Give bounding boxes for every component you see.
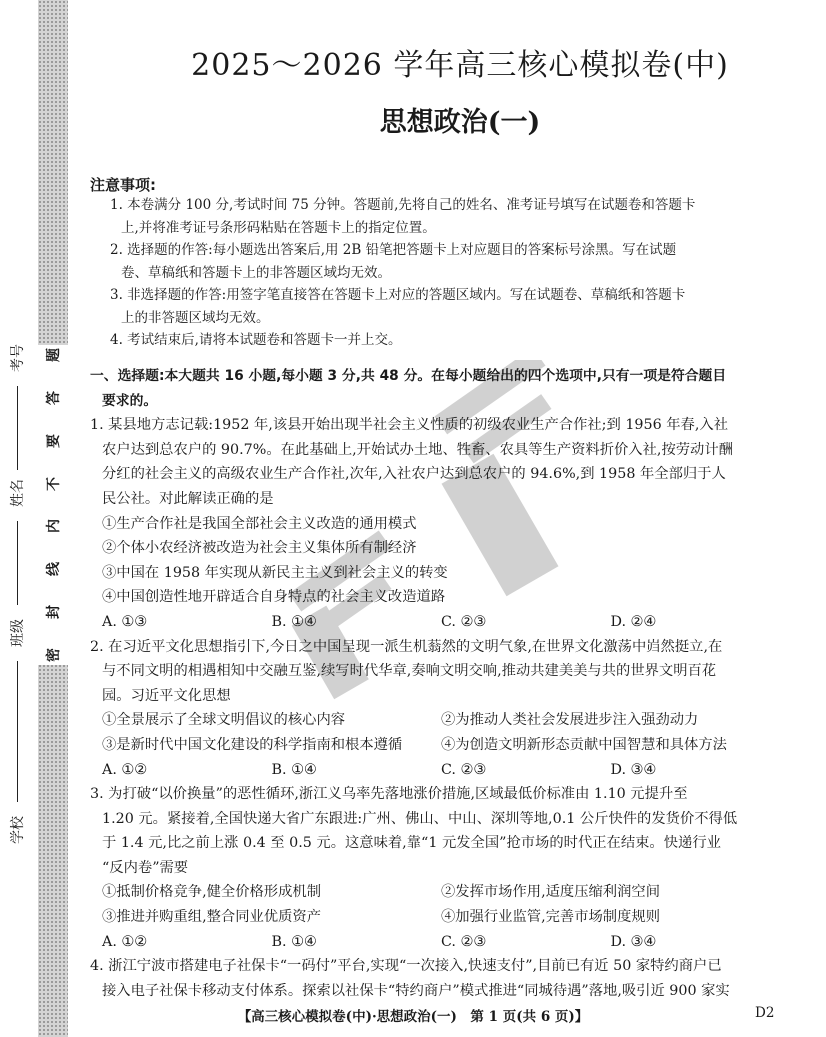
- notice-item: 1. 本卷满分 100 分,考试时间 75 分钟。答题前,先将自己的姓名、准考证号填写在试题卷和答题卡: [110, 197, 696, 213]
- question-1-statement: ③中国在 1958 年实现从新民主主义到社会主义的转变: [102, 564, 448, 581]
- option-a: A. ①②: [102, 761, 148, 778]
- question-2-statements: [90, 708, 780, 733]
- question-3-stem: 1.20 元。紧接着,全国快递大省广东跟进:广州、佛山、中山、深圳等地,0.1 公斤快件的发货价不得低: [102, 810, 738, 827]
- strip-char: 封: [46, 605, 62, 620]
- option-d: D. ②④: [610, 613, 657, 630]
- question-3-stem: 于 1.4 元,比之前上涨 0.4 至 0.5 元。这意味着,靠“1 元发全国”抢市场的时代正在结束。快递行业: [102, 835, 721, 852]
- statement: ①全景展示了全球文明倡议的核心内容: [102, 712, 346, 729]
- exam-number-label: 考号: [0, 340, 34, 470]
- notice-list: [110, 194, 775, 352]
- strip-char: 要: [46, 433, 62, 448]
- notice-item: 2. 选择题的作答:每小题选出答案后,用 2B 铅笔把答题卡上对应题目的答案标号涂黑。写在试题: [110, 242, 677, 258]
- option-c: C. ②③: [441, 933, 487, 950]
- statement: ③是新时代中国文化建设的科学指南和根本遵循: [102, 736, 403, 753]
- notice-item: 4. 考试结束后,请将本试题卷和答题卡一并上交。: [110, 332, 402, 348]
- class-label: 班级: [0, 615, 34, 745]
- notice-item-cont: 上,并将准考证号条形码粘贴在答题卡上的指定位置。: [121, 219, 436, 236]
- statement: ②为推动人类社会发展进步注入强劲动力: [441, 712, 699, 729]
- strip-char: 线: [46, 562, 62, 577]
- strip-char: 答: [46, 390, 62, 405]
- option-c: C. ②③: [441, 613, 487, 630]
- question-1-statement: ②个体小农经济被改造为社会主义集体所有制经济: [102, 540, 417, 557]
- strip-char: 题: [46, 348, 62, 362]
- question-1-stem: 农户达到总农户的 90.7%。在此基础上,开始试办土地、牲畜、农具等生产资料折价入社,按劳动计酬: [102, 441, 733, 458]
- question-3-stem: 3. 为打破“以价换量”的恶性循环,浙江义乌率先落地涨价措施,区域最低价标准由 1.10 元提升至: [90, 786, 688, 803]
- binding-strip-text: [38, 345, 68, 665]
- option-c: C. ②③: [441, 761, 487, 778]
- question-1-options: [90, 610, 780, 635]
- question-2-stem: 与不同文明的相遇相知中交融互鉴,续写时代华章,奏响文明交响,推动共建美美与共的世界文明百花: [102, 663, 717, 680]
- option-a: A. ①②: [102, 933, 148, 950]
- questions-area: [90, 364, 780, 1003]
- notice-item-cont: 卷、草稿纸和答题卡上的非答题区域均无效。: [121, 264, 391, 281]
- option-d: D. ③④: [610, 761, 657, 778]
- footer-text: 【高三核心模拟卷(中)·思想政治(一) 第 1 页(共 6 页)】: [237, 1009, 589, 1025]
- subject-title: 思想政治(一): [379, 107, 541, 138]
- option-d: D. ③④: [610, 933, 657, 950]
- question-3-options: [90, 930, 780, 955]
- statement: ④加强行业监管,完善市场制度规则: [441, 909, 660, 926]
- section-heading-cont: 要求的。: [102, 392, 158, 409]
- name-label: 姓名: [0, 475, 34, 605]
- option-b: B. ①④: [271, 933, 317, 950]
- strip-char: 内: [46, 519, 62, 534]
- question-1-stem: 民公社。对此解读正确的是: [102, 490, 274, 507]
- exam-title: 2025～2026 学年高三核心模拟卷(中): [191, 48, 729, 83]
- question-3-statements: [90, 905, 780, 930]
- strip-char: 不: [46, 476, 62, 491]
- question-1-statement: ①生产合作社是我国全部社会主义改造的通用模式: [102, 515, 417, 532]
- question-1-statement: ④中国创造性地开辟适合自身特点的社会主义改造道路: [102, 589, 446, 606]
- question-2-options: [90, 758, 780, 783]
- question-2-stem: 2. 在习近平文化思想指引下,今日之中国呈现一派生机蓊然的文明气象,在世界文化激荡中岿然挺立,在: [90, 638, 723, 655]
- option-a: A. ①③: [102, 613, 148, 630]
- statement: ③推进并购重组,整合同业优质资产: [102, 909, 321, 926]
- notice-heading: 注意事项:: [90, 176, 156, 194]
- question-3-statements: [90, 880, 780, 905]
- statement: ①抵制价格竞争,健全价格形成机制: [102, 884, 321, 901]
- question-1-stem: 分红的社会主义的高级农业生产合作社,次年,入社农户达到总农户的 94.6%,到 1958 年全部归于人: [102, 466, 726, 483]
- question-4-stem: 4. 浙江宁波市搭建电子社保卡“一码付”平台,实现“一次接入,快速支付”,目前已有近 50 家特约商户已: [90, 958, 722, 975]
- school-label: 学校: [0, 720, 34, 850]
- question-3-stem: “反内卷”需要: [102, 859, 189, 876]
- section-heading: 一、选择题:本大题共 16 小题,每小题 3 分,共 48 分。在每小题给出的四个选项中,只有一项是符合题目: [90, 368, 727, 384]
- statement: ②发挥市场作用,适度压缩利润空间: [441, 884, 660, 901]
- statement: ④为创造文明新形态贡献中国智慧和具体方法: [441, 736, 727, 753]
- strip-char: 密: [46, 647, 62, 662]
- question-4-stem: 接入电子社保卡移动支付体系。探索以社保卡“特约商户”模式推进“同城待遇”落地,吸引近 900 家实: [102, 982, 730, 999]
- option-b: B. ①④: [271, 613, 317, 630]
- question-2-statements: [90, 733, 780, 758]
- footer-code: D2: [755, 1005, 775, 1021]
- question-1-stem: 1. 某县地方志记载:1952 年,该县开始出现半社会主义性质的初级农业生产合作社;到 1956 年春,入社: [90, 417, 728, 434]
- option-b: B. ①④: [271, 761, 317, 778]
- notice-item-cont: 上的非答题区域均无效。: [121, 309, 270, 326]
- question-2-stem: 园。习近平文化思想: [102, 687, 231, 704]
- notice-item: 3. 非选择题的作答:用签字笔直接答在答题卡上对应的答题区域内。写在试题卷、草稿纸和答题卡: [110, 287, 686, 303]
